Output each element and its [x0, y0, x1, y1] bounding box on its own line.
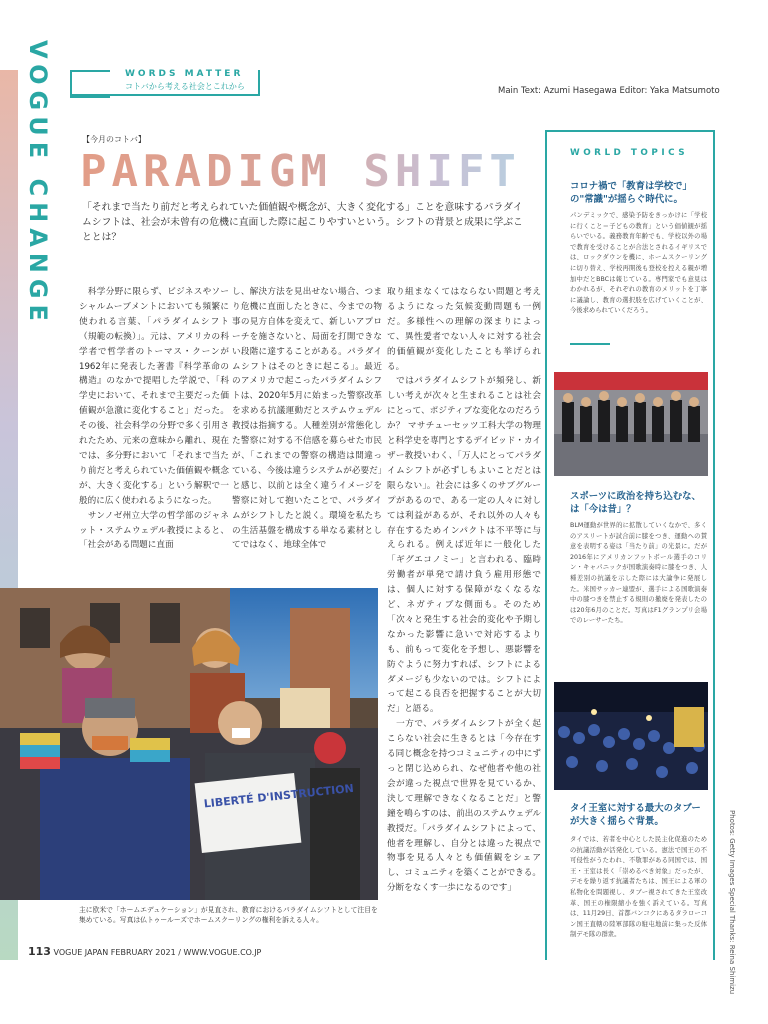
sports-photo-illustration: [554, 372, 708, 476]
folio-text: VOGUE JAPAN FEBRUARY 2021 / WWW.VOGUE.CO.JP: [53, 948, 262, 957]
credits: Main Text: Azumi Hasegawa Editor: Yaka Matsumoto: [498, 86, 720, 96]
thai-protest-illustration: [554, 682, 708, 790]
thai-protest-photo: [554, 682, 708, 790]
main-photo: [0, 588, 378, 900]
sidebar-border-top: [545, 130, 715, 132]
header-divider: [258, 70, 260, 96]
topic-3-body: タイでは、若者を中心とした民主化促進のための抗議活動が活発化している。憲法で国王の不可侵性がうたわれ、不敬罪がある同国では、国王・王室は長く「崇めるべき対象」だったが、デモを繰り返す抗議者たちは、国王による軍の私物化を問題視し、タブー視されてきた王室改革、国王の権限縮小を強く訴えている。写真は、11月29日、首都バンコクにあるタラローコン国王直轄の陸軍部隊の駐屯地前に集った反体制デモ隊の群衆。: [570, 836, 707, 939]
topic-2-body: BLM運動が世界的に拡散していくなかで、多くのアスリートが試合前に膝をつき、運動への賛意を表明する姿は「当たり前」の光景に。だが2016年にアメリカンフットボール選手のコリン・キャパニックが国歌演奏時に膝をつき、人種差別の抗議を示した際には大論争に発展した。米国サッカー連盟が、選手による国歌演奏中の膝つきを禁止する規則の撤廃を発表したのは20年6月のことだ。写真はF1グランプリ会場でのレーサーたち。: [570, 522, 707, 625]
body-column-1: 科学分野に限らず、ビジネスやソーシャルムーブメントにおいても頻繁に使われる言葉、「パラダイムシフト（規範の転換）」。元は、アメリカの科学者で哲学者のトーマス・クーンが1962年に発表した著書『科学革命の構造』のなかで提唱した学説で、「科学史において、それまで主要だった価値観が急激に変化すること」だった。その後、社会科学の分野で多く引用されたため、元来の意味から離れ、現在では、多分野において「それまで当たり前だと考えられていた価値観や概念が、大きく変化する」という解釈で一般的に広く使われるようになった。 サンノゼ州立大学の哲学部のジャネット・ステムウェデル教授によると、「社会がある問題に直面: [79, 287, 229, 551]
body-column-3: 取り組まなくてはならない問題と考えるようになった気候変動問題も一例だ。多様性への理解の深まりによって、異性愛者でない人々に対する社会的価値観が変化したことも挙げられる。 ではパラダイムシフトが頻発し、新しい考えが次々と生まれることは社会にとって、ポジティブな変化なのだろうか？ マサチューセッツ工科大学の物理と科学史を専門とするデイビッド・カイザー教授いわく、「万人にとってパラダイムシフトが必ずしもよいことだとは限らない」。社会には多くのサブグループがあるので、ある一定の人々に対しては利益があるが、それ以外の人々も存在するためインパクトは不平等に与えられる。例えば近年に一般化した「ギグエコノミー」と言われる、臨時労働者が単発で請け負う雇用形態では、個人に対する保障がなくなるなど、ネガティブな側面も。そのため「次々と発生する社会的変化や予期しなかった影響に急いで対応するよりも、前もって変化を予想し、悪影響を防ぐように努力すれば、シフトによるダメージも少ないのでは。シフトによって起こる良否を把握することが大切だ」と語る。 一方で、パラダイムシフトが全く起こらない社会に生きるとは「今存在する同じ概念を持つコミュニティの中にずっと閉じ込められ、なぜ他者や他の社会が違った視点で世界を見ているか、決して理解できなくなることだ」と警鐘を鳴らすのは、前出のステムウェデル教授だ。「パラダイムシフトによって、他者を理解し、自分とは違った視点で物事を見る人々とも価値観をシェアし、コミュニティを築くことができる。分断をなくす一歩になるのです」: [387, 287, 541, 894]
sidebar-title: WORLD TOPICS: [570, 148, 689, 158]
header-underline: [70, 94, 260, 96]
topic-1-headline: コロナ禍で「教育は学校で」の"常識"が揺らぐ時代に。: [570, 181, 692, 205]
article-label: 【今月のコトバ】: [82, 135, 146, 144]
vertical-title: VOGUE CHANGE: [24, 40, 52, 327]
sidebar-border-left: [545, 130, 547, 960]
protest-photo-illustration: [0, 588, 378, 900]
photo-caption: 主に欧米で「ホームエデュケーション」が見直され、教育におけるパラダイムシフトとして注目を集めている。写真は仏トゥールーズでホームスクーリングの権利を訴える人々。: [79, 906, 378, 924]
section-title: WORDS MATTER: [125, 69, 244, 79]
page-number: 113: [28, 945, 51, 958]
section-subtitle: コトバから考える社会とこれから: [125, 82, 245, 91]
article-title: PARADIGM SHIFT: [80, 146, 521, 197]
body-column-2: し、解決方法を見出せない場合、つまり危機に直面したときに、今までの物事の見方自体を変えて、新しいアプローチを施さないと、局面を打開できない段階に達することがある。パラダイムシフトはそのときに起こる」。最近のアメリカで起こったパラダイムシフトは、2020年5月に始まった警察改革を求める抗議運動だとステムウェデル教授は指摘する。人種差別が常態化した警察に対する不信感を募らせた市民が、「これまでの警察の構造は間違っている、今後は違うシステムが必要だ」と感じ、以前とは全く違うイメージを警察に対して抱いたことで、パラダイムがシフトしたと説く。環境を私たちの生活基盤を構成する単なる素材としてではなく、地球全体で: [232, 287, 382, 551]
topic-1-body: パンデミックで、感染予防をきっかけに「学校に行くこと＝子どもの教育」という価値観が揺らいでいる。義務教育年齢でも、学校以外の場で教育を受けることが合法とされるイギリスでは、ロックダウンを機に、ホームスクーリングに切り替え、学校再開後も登校を控える親が増加中だとBBCは報じている。専門家でも意見はわかれるが、それぞれの教育のメリットを丁寧に議論し、教育の選択肢を広げていくことが、今後求められていくだろう。: [570, 212, 707, 315]
sidebar-border-right: [713, 130, 715, 960]
folio: [28, 945, 261, 958]
topic-divider: [570, 343, 610, 345]
topic-2-headline: スポーツに政治を持ち込むな、は「今は昔」？: [570, 491, 701, 515]
article-lead: 「それまで当たり前だと考えられていた価値観や概念が、大きく変化する」ことを意味するパラダイムシフトは、社会が未曾有の危機に直面した際に起こりやすいという。シフトの背景と成果に学ぶこととは？: [82, 202, 523, 243]
photo-credit: Photos: Getty Images Special Thanks: Reina Shimizu: [728, 810, 736, 995]
sign-text: LIBERTÉ D'INSTRUCTION: [203, 781, 355, 811]
sports-photo: [554, 372, 708, 476]
topic-3-headline: タイ王室に対する最大のタブーが大きく揺らぐ背景。: [570, 803, 701, 827]
